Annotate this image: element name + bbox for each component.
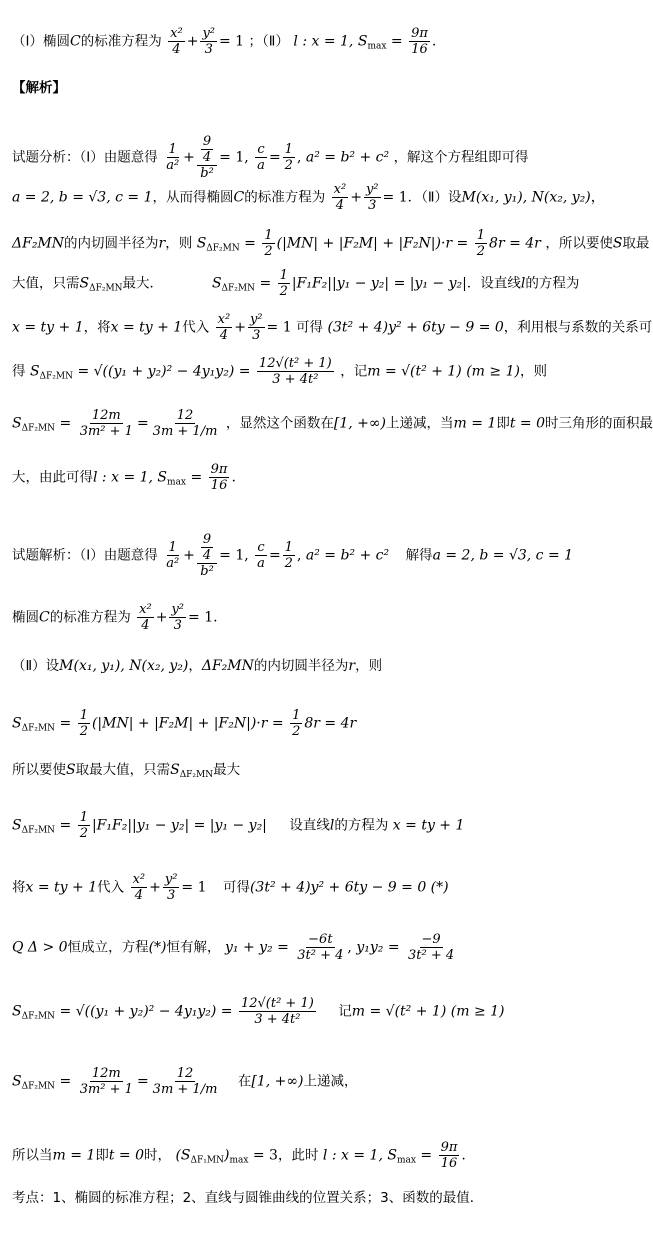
solution-line-5: 所以要使S取最大值，只需$S_{\Delta F_2MN}$最大 [12, 762, 241, 780]
solution-line-2: 椭圆C的标准方程为 $\frac{\text{x²}}{4}$ + $\frac{\text{y²}}{3}$ = 1. [12, 602, 218, 633]
solution-line-6: $S_{\Delta F_2MN}$ = $\frac{1}{2}$ |F₁F₂||y₁ − y₂| = |y₁ − y₂| 设直线l的方程为 x = ty + 1 [12, 810, 465, 841]
solution-line-1: 试题解析：（Ⅰ）由题意得 $\frac{1}{\text{a²}}$ + $\frac{\frac{9}{4}}{\text{b²}}$ = 1, $\frac{c}{a}$ = $\frac{1}{2}$ , a² = b² + c² 解得a = 2, b = √3, c = 1 [12, 532, 574, 579]
analysis-line-6: 得 $S_{\Delta F_2MN} = √((y_1 + y_2)^2 - 4y_1y_2)$ = $\frac{\text{12√(t² + 1)}}{\text{3 + 4t²}}$ ，记m = √(t² + 1) (m ≥ 1)，则 [12, 356, 547, 387]
answer-sep: ；（Ⅱ） [248, 33, 289, 50]
solution-line-7: 将x = ty + 1代入 $\frac{\text{x²}}{4}$ + $\frac{\text{y²}}{3}$ = 1 可得(3t² + 4)y² + 6ty − 9 = 0 (*) [12, 872, 449, 903]
analysis-line-7: $S_{\Delta F_2MN}$ = $\frac{12m}{\text{3m² + 1}}$ = $\frac{12}{3m + 1/m}$ ，显然这个函数在[1, +∞)上递减，当m = 1即t = 0时三角形的面积最 [12, 408, 653, 439]
kaodian: 考点：1、椭圆的标准方程；2、直线与圆锥曲线的位置关系；3、函数的最值． [12, 1190, 484, 1206]
analysis-line-2: a = 2, b = √3, c = 1，从而得椭圆C的标准方程为 $\frac{\text{x²}}{4}$ + $\frac{\text{y²}}{3}$ = 1．（Ⅱ）设M(x₁, y₁), N(x₂, y₂)， [12, 182, 605, 213]
analysis-line-1: 试题分析：（Ⅰ）由题意得 $\frac{1}{\text{a²}}$ + $\frac{\frac{9}{4}}{\text{b²}}$ = 1, $\frac{c}{a}$ = $\frac{1}{2}$ , a² = b² + c² ，解这个方程组即可得 [12, 134, 529, 181]
solution-line-9: $S_{\Delta F_2MN} = √((y_1 + y_2)^2 - 4y_1y_2)$ = $\frac{\text{12√(t² + 1)}}{\text{3 + 4t²}}$ 记m = √(t² + 1) (m ≥ 1) [12, 996, 505, 1027]
solution-line-3: （Ⅱ）设M(x₁, y₁), N(x₂, y₂)，ΔF₂MN的内切圆半径为r，则 [12, 658, 383, 674]
analysis-line-4: 大值，只需$S_{\Delta F_2MN}$最大． $S_{\Delta F_2MN}$ = $\frac{1}{2}$ |F₁F₂||y₁ − y₂| = |y₁ − y₂|．设直线l的方程为 [12, 268, 580, 299]
answer-part1-mid: 的标准方程为 [80, 33, 162, 50]
analysis-line-5: x = ty + 1，将x = ty + 1代入 $\frac{\text{x²}}{4}$ + $\frac{\text{y²}}{3}$ = 1 可得 (3t² + 4)y² + 6ty − 9 = 0，利用根与系数的关系可 [12, 312, 653, 343]
solution-line-8: Q Δ > 0恒成立，方程(*)恒有解， y₁ + y₂ = $\frac{-6t}{\text{3t² + 4}}$ , y₁y₂ = $\frac{-9}{\text{3t² + 4}}$ [12, 932, 455, 963]
jiexi-heading: 【解析】 [12, 80, 66, 96]
analysis-line-3: ΔF₂MN的内切圆半径为r，则 $S_{\Delta F_2MN}$ = $\frac{1}{2}$ (|MN| + |F₂M| + |F₂N|)·r = $\frac{1}{2}$ 8r = 4r ，所以要使S取最 [12, 228, 650, 259]
answer-line: （Ⅰ）椭圆C的标准方程为 $\frac{\text{x²}}{4}$ + $\frac{\text{y²}}{3}$ = 1 ；（Ⅱ） l : x = 1, $S_{max}$ = $\frac{9\pi}{16}$ . [12, 26, 437, 57]
solution-line-10: $S_{\Delta F_2MN}$ = $\frac{12m}{\text{3m² + 1}}$ = $\frac{12}{3m + 1/m}$ 在[1, +∞)上递减， [12, 1066, 358, 1097]
analysis-line-8: 大，由此可得l : x = 1, $S_{max}$ = $\frac{9\pi}{16}$ . [12, 462, 236, 493]
solution-line-4: $S_{\Delta F_2MN}$ = $\frac{1}{2}$ (|MN| + |F₂M| + |F₂N|)·r = $\frac{1}{2}$ 8r = 4r [12, 708, 357, 739]
solution-line-11: 所以当m = 1即t = 0时， $(S_{\Delta F_1MN})_{max} = 3$，此时 l : x = 1, $S_{max}$ = $\frac{9\pi}{16}$ . [12, 1140, 466, 1171]
answer-part1-label: （Ⅰ）椭圆 [12, 33, 70, 50]
